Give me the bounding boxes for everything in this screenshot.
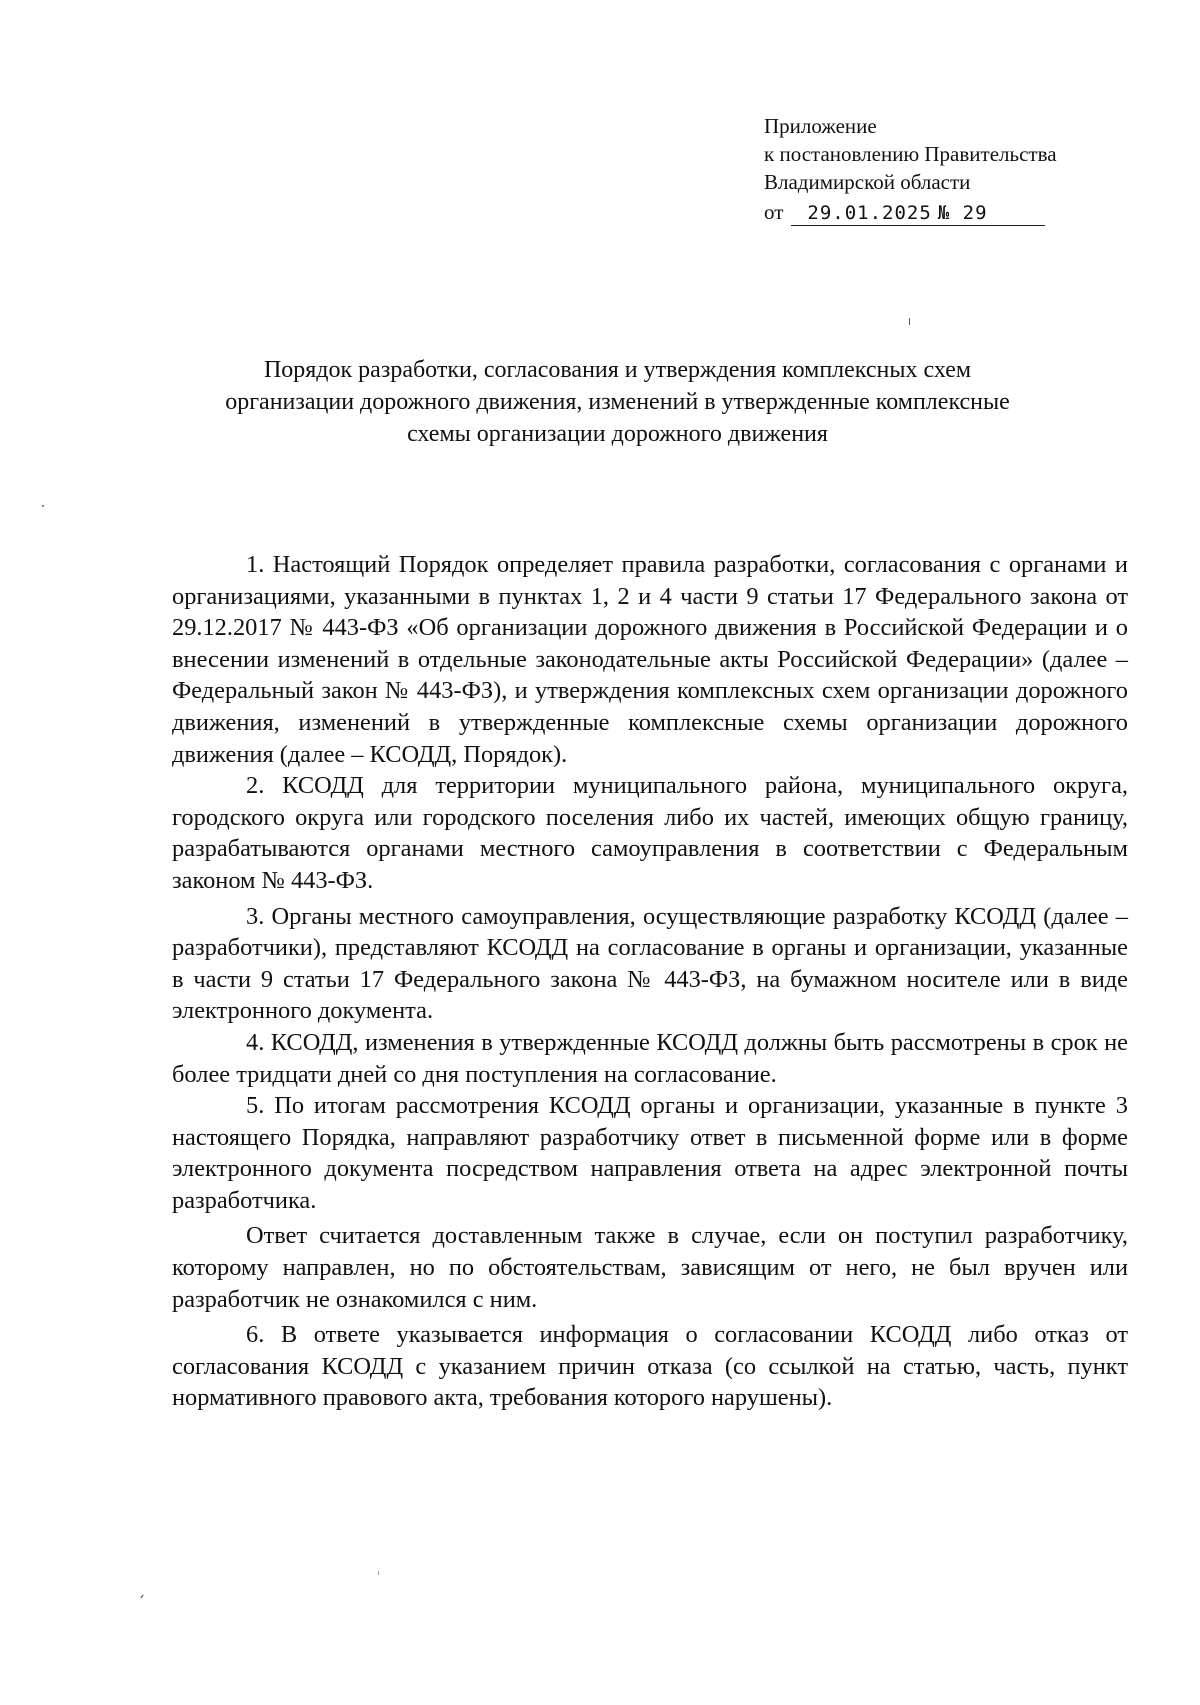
decree-number: № 29	[937, 202, 988, 224]
title-line-3: схемы организации дорожного движения	[407, 421, 828, 447]
scan-speck	[909, 318, 910, 325]
paragraph-6: 6. В ответе указывается информация о согласовании КСОДД либо отказ от согласования КСОДД с указанием причин отказа (со ссылкой на статью, часть, пункт нормативного правового акта, требования которого нарушены).	[172, 1321, 1128, 1412]
scan-speck	[378, 1571, 379, 1575]
paragraph-5-continuation: Ответ считается доставленным также в случае, если он поступил разработчику, которому направлен, но по обстоятельствам, зависящим от него, не был вручен или разработчик не ознакомился с ним.	[172, 1222, 1128, 1313]
title-line-2: организации дорожного движения, изменений в утвержденные комплексные	[225, 389, 1010, 415]
scan-speck	[140, 1595, 143, 1599]
paragraph-2: 2. КСОДД для территории муниципального района, муниципального округа, городского округа или городского поселения либо их частей, имеющих общую границу, разрабатываются органами местного самоуправления в соответствии с Федеральным законом № 443-ФЗ.	[172, 772, 1128, 894]
date-field	[791, 201, 1045, 226]
appendix-header	[764, 112, 1057, 226]
paragraph-4: 4. КСОДД, изменения в утвержденные КСОДД должны быть рассмотрены в срок не более тридцати дней со дня поступления на согласование.	[172, 1028, 1128, 1088]
title-line-1: Порядок разработки, согласования и утверждения комплексных схем	[263, 357, 972, 383]
decree-date: 29.01.2025	[807, 202, 932, 224]
appendix-reference: к постановлению Правительства	[764, 142, 1057, 166]
appendix-region: Владимирской области	[764, 170, 971, 194]
document-title	[150, 354, 1085, 450]
date-prefix: от	[764, 200, 784, 224]
paragraph-1: 1. Настоящий Порядок определяет правила разработки, согласования с органами и организациями, указанными в пунктах 1, 2 и 4 части 9 статьи 17 Федерального закона от 29.12.2017 № 443-ФЗ «Об организации дорожного движения в Российской Федерации и о внесении изменений в отдельные законодательные акты Российской Федерации» (далее – Федеральный закон № 443-ФЗ), и утверждения комплексных схем организации дорожного движения, изменений в утвержденные комплексные схемы организации дорожного движения (далее – КСОДД, Порядок).	[172, 551, 1128, 768]
paragraph-3: 3. Органы местного самоуправления, осуществляющие разработку КСОДД (далее – разработчики), представляют КСОДД на согласование в органы и организации, указанные в части 9 статьи 17 Федерального закона № 443-ФЗ, на бумажном носителе или в виде электронного документа.	[172, 902, 1128, 1025]
scan-speck	[42, 505, 44, 507]
paragraph-5: 5. По итогам рассмотрения КСОДД органы и организации, указанные в пункте 3 настоящего Порядка, направляют разработчику ответ в письменной форме или в форме электронного документа посредством направления ответа на адрес электронной почты разработчика.	[172, 1092, 1128, 1214]
appendix-label: Приложение	[764, 114, 877, 138]
document-body	[172, 549, 1128, 1414]
appendix-date-line	[764, 198, 1057, 226]
